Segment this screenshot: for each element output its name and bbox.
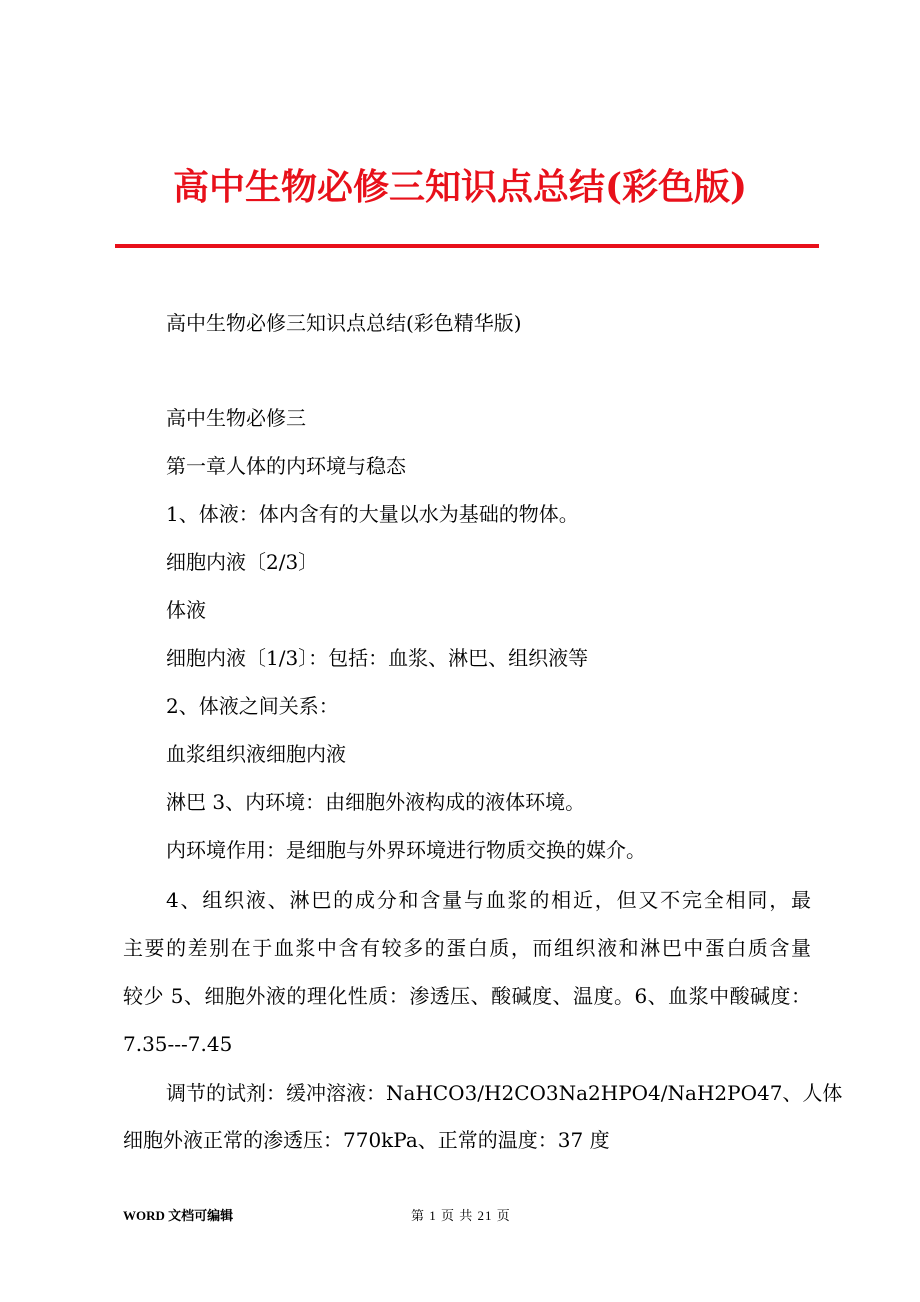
subtitle-line: 高中生物必修三知识点总结(彩色精华版) [166,311,522,335]
text-line: 细胞外液正常的渗透压：770kPa、正常的温度：37 度 [123,1128,610,1152]
text-line: 细胞内液〔1/3〕：包括：血浆、淋巴、组织液等 [166,646,589,670]
text-line: 1、体液：体内含有的大量以水为基础的物体。 [166,502,579,526]
text-line: 血浆组织液细胞内液 [166,742,346,766]
document-title: 高中生物必修三知识点总结(彩色版) [172,166,748,208]
text-line: 淋巴 3、内环境：由细胞外液构成的液体环境。 [166,790,586,814]
chapter-heading: 第一章人体的内环境与稳态 [166,454,406,478]
text-line: 主要的差别在于血浆中含有较多的蛋白质，而组织液和淋巴中蛋白质含量 [123,936,811,960]
text-line: 体液 [166,598,206,622]
text-line: 7.35---7.45 [123,1032,233,1056]
text-line: 内环境作用：是细胞与外界环境进行物质交换的媒介。 [166,838,646,862]
text-line: 高中生物必修三 [166,406,306,430]
text-line: 细胞内液〔2/3〕 [166,550,319,574]
title-divider [115,244,819,248]
text-line: 调节的试剂：缓冲溶液：NaHCO3/H2CO3Na2HPO4/NaH2PO47、人体 [166,1081,843,1105]
text-line: 较少 5、细胞外液的理化性质：渗透压、酸碱度、温度。6、血浆中酸碱度： [123,984,811,1008]
footer-label: WORD 文档可编辑 [123,1208,234,1223]
text-line: 4、组织液、淋巴的成分和含量与血浆的相近，但又不完全相同，最 [166,888,811,912]
text-line: 2、体液之间关系： [166,694,339,718]
page-number: 第 1 页 共 21 页 [411,1208,511,1223]
